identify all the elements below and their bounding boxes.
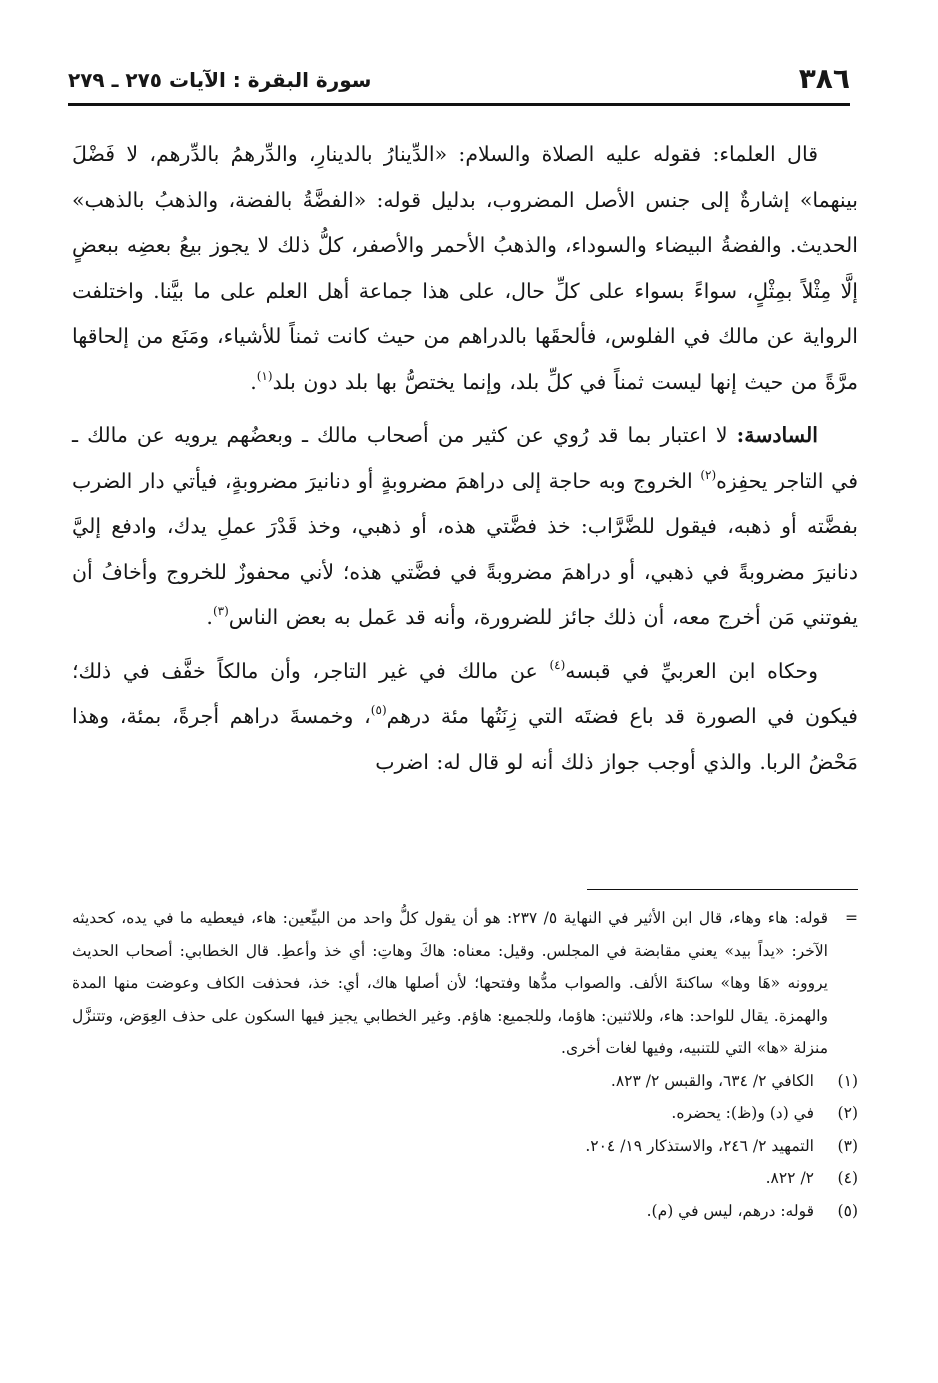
footnote-ref-3: (٣) xyxy=(212,604,229,618)
paragraph-3-text-b: عن مالك في غير التاجر، وأن مالكاً خفَّف في ذلك؛ فيكون في الصورة قد باع فضتَه التي زِنَتُها مئة درهم xyxy=(72,658,858,728)
footnote-item-5 xyxy=(72,1195,858,1228)
footnote-separator xyxy=(587,889,858,890)
paragraph-1 xyxy=(72,132,858,405)
header-rule xyxy=(68,103,850,106)
page-header xyxy=(68,58,850,102)
footnote-continuation xyxy=(72,902,858,1065)
footnote-number: (٥) xyxy=(837,1201,858,1220)
footnote-item-1 xyxy=(72,1065,858,1098)
footnote-number: (٤) xyxy=(837,1169,858,1187)
paragraph-3-text-a: وحكاه ابن العربيِّ في قبسه xyxy=(565,658,818,683)
paragraph-1-end: . xyxy=(250,369,257,394)
paragraph-3-text-c: ، وخمسةَ دراهم أجرةً، بمئة، وهذا مَحْضُ الربا. والذي أوجب جواز ذلك أنه لو قال له: اضرب xyxy=(72,704,858,774)
paragraph-2-text-b: الخروج وبه حاجة إلى دراهمَ مضروبةٍ أو دنانيرَ مضروبةٍ، فيأتي دار الضرب بفضَّته أو ذهبه، فيقول للضَّرَّاب: خذ فضَّتي هذه، أو ذهبي، وخذ قَدْرَ عملِ يدك، وادفع إليَّ دنانيرَ مضروبةً في ذهبي، أو دراهمَ مضروبةً في فضَّتي هذه؛ لأني محفوزٌ للخروج وأخافُ أن يفوتني مَن أخرج معه، أن ذلك جائز للضرورة، وأنه قد عَمل به بعض الناس xyxy=(72,468,858,629)
footnotes xyxy=(72,902,858,1227)
footnote-text: الكافي ٢/ ٦٣٤، والقبس ٢/ ٨٢٣. xyxy=(610,1071,814,1090)
page-number: ٣٨٦ xyxy=(798,62,850,95)
paragraph-2-end: . xyxy=(206,605,213,629)
footnote-number: (٢) xyxy=(837,1104,858,1122)
footnote-text: ٢/ ٨٢٢. xyxy=(765,1169,814,1187)
footnote-item-4 xyxy=(72,1162,858,1195)
paragraph-1-text: قال العلماء: فقوله عليه الصلاة والسلام: «الدِّينارُ بالدينارِ، والدِّرهمُ بالدِّرهم، لا فَضْلَ بينهما» إشارةٌ إلى جنس الأصل المضروب، بدليل قوله: «الفضَّةُ بالفضة، والذهبُ بالذهب» الحديث. والفضةُ البيضاء والسوداء، والذهبُ الأحمر والأصفر، كلُّ ذلك لا يجوز بيعُ بعضِه ببعضٍ إلَّا مِثْلاً بمِثْلٍ، سواءً بسواء على كلِّ حال، على هذا جماعة أهل العلم على ما بيَّنا. واختلفت الرواية عن مالك في الفلوس، فألحقَها بالدراهم من حيث كانت ثمناً للأشياء، ومَنَع من إلحاقها مرَّةً من حيث إنها ليست ثمناً في كلِّ بلد، وإنما يختصُّ بها بلد دون بلد xyxy=(72,142,858,394)
footnote-ref-4: (٤) xyxy=(549,657,566,672)
footnote-text: التمهيد ٢/ ٢٤٦، والاستذكار ١٩/ ٢٠٤. xyxy=(585,1136,814,1155)
footnote-text: قوله: درهم، ليس في (م). xyxy=(646,1201,814,1220)
paragraph-2-text-a: لا اعتبار بما قد رُوي عن كثير من أصحاب مالك ـ وبعضُهم يرويه عن مالك ـ في التاجر يحفِزه xyxy=(72,423,858,493)
running-title: سورة البقرة : الآيات ٢٧٥ ـ ٢٧٩ xyxy=(68,68,372,92)
continuation-text: قوله: هاء وهاء، قال ابن الأثير في النهاية ٥/ ٢٣٧: هو أن يقول كلُّ واحد من البيِّعين: هاء، فيعطيه ما في يده، كحديثه الآخر: «يداً بيد» يعني مقابضة في المجلس. وقيل: معناه: هاكَ وهاتِ: أي خذ وأعطِ. قال الخطابي: أصحاب الحديث يروونه «هَا وها» ساكنةَ الألف. والصواب مدُّها وفتحها؛ لأن أصلها هاك، أي: خذ، فحذفت الكاف وعوضت منها المدة والهمزة. يقال للواحد: هاء، وللاثنين: هاؤما، وللجميع: هاؤم. وغير الخطابي يجيز فيها السكون على حذف العِوَض، وتتنزَّل منزلة «ها» التي للتنبيه، وفيها لغات أخرى. xyxy=(72,909,829,1057)
paragraph-3 xyxy=(72,649,858,786)
footnote-item-2 xyxy=(72,1097,858,1130)
footnote-ref-2: (٢) xyxy=(700,467,717,482)
footnote-number: (١) xyxy=(837,1071,858,1090)
footnote-number: (٣) xyxy=(837,1136,858,1155)
footnote-list xyxy=(72,1065,858,1228)
footnote-ref-1: (١) xyxy=(256,368,273,383)
continuation-mark: = xyxy=(845,909,858,927)
paragraph-2 xyxy=(72,413,858,641)
footnote-item-3 xyxy=(72,1130,858,1163)
main-text xyxy=(72,132,858,793)
footnote-text: في (د) و(ظ): يحضره. xyxy=(671,1104,814,1122)
footnote-ref-5: (٥) xyxy=(370,703,387,717)
section-heading-sixth: السادسة: xyxy=(736,423,818,447)
